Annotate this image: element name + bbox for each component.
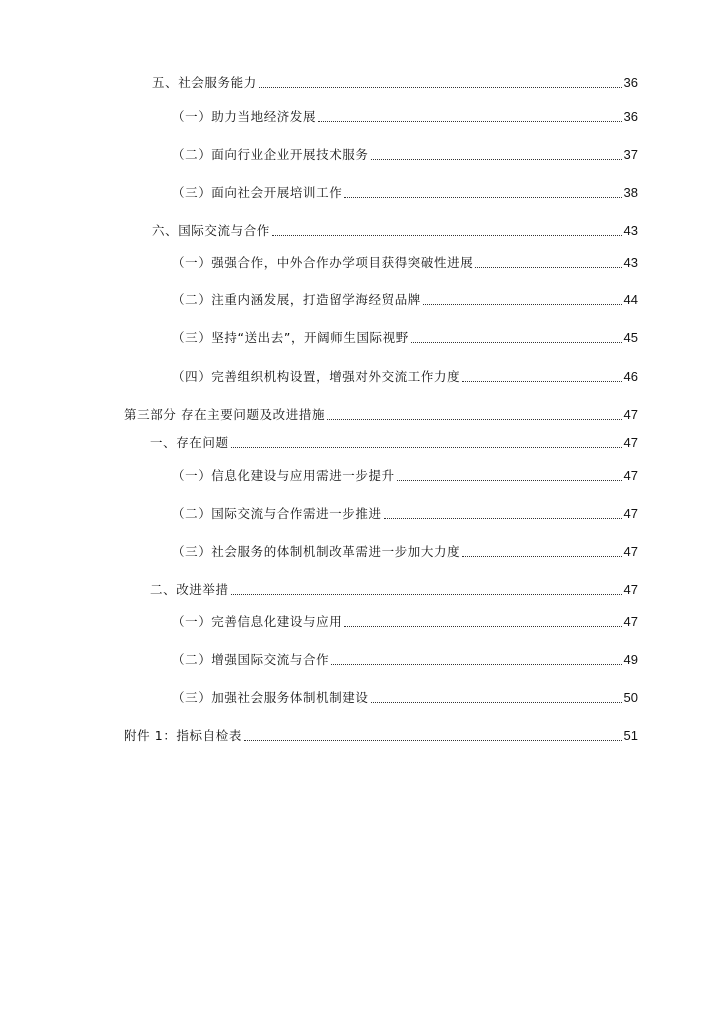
toc-entry-page: 36 bbox=[623, 75, 638, 90]
dot-leader bbox=[327, 419, 621, 420]
toc-entry-label: （二）增强国际交流与合作 bbox=[172, 652, 330, 667]
toc-entry-page: 46 bbox=[623, 369, 638, 384]
toc-entry-label: （三）坚持“送出去”，开阔师生国际视野 bbox=[172, 330, 409, 345]
toc-entry[interactable] bbox=[172, 612, 638, 632]
toc-entry-page: 47 bbox=[623, 435, 638, 450]
dot-leader bbox=[272, 235, 622, 236]
toc-entry-label: （一）强强合作，中外合作办学项目获得突破性进展 bbox=[172, 255, 474, 270]
toc-entry-page: 45 bbox=[623, 330, 638, 345]
dot-leader bbox=[411, 342, 622, 343]
toc-entry-page: 43 bbox=[623, 223, 638, 238]
dot-leader bbox=[318, 121, 621, 122]
toc-entry-label: （二）注重内涵发展，打造留学海经贸品牌 bbox=[172, 292, 421, 307]
toc-entry[interactable] bbox=[152, 221, 638, 241]
toc-entry-label: （一）信息化建设与应用需进一步提升 bbox=[172, 468, 395, 483]
toc-entry-page: 36 bbox=[623, 109, 638, 124]
toc-entry-label: （三）社会服务的体制机制改革需进一步加大力度 bbox=[172, 544, 461, 559]
toc-entry[interactable] bbox=[172, 328, 638, 348]
toc-entry-label: 六、国际交流与合作 bbox=[152, 223, 270, 238]
toc-entry-page: 43 bbox=[623, 255, 638, 270]
toc-entry-label: 二、改进举措 bbox=[150, 582, 229, 597]
dot-leader bbox=[231, 594, 622, 595]
toc-entry-page: 49 bbox=[623, 652, 638, 667]
toc-entry-page: 47 bbox=[623, 544, 638, 559]
toc-entry[interactable] bbox=[172, 107, 638, 127]
toc-entry[interactable] bbox=[172, 253, 638, 273]
toc-entry-label: （二）面向行业企业开展技术服务 bbox=[172, 147, 369, 162]
toc-entry[interactable] bbox=[172, 183, 638, 203]
toc-entry-label: （三）加强社会服务体制机制建设 bbox=[172, 690, 369, 705]
toc-entry[interactable] bbox=[124, 405, 638, 425]
toc-entry-page: 47 bbox=[623, 614, 638, 629]
dot-leader bbox=[462, 556, 621, 557]
dot-leader bbox=[371, 159, 622, 160]
toc-entry-page: 38 bbox=[623, 185, 638, 200]
toc-entry-label: 附件 1：指标自检表 bbox=[124, 728, 242, 743]
toc-entry-page: 47 bbox=[623, 506, 638, 521]
dot-leader bbox=[384, 518, 622, 519]
toc-entry[interactable] bbox=[150, 433, 638, 453]
toc-entry-label: 五、社会服务能力 bbox=[152, 75, 257, 90]
dot-leader bbox=[259, 87, 622, 88]
toc-entry-label: （一）完善信息化建设与应用 bbox=[172, 614, 343, 629]
toc-entry[interactable] bbox=[172, 145, 638, 165]
toc-entry-label: （二）国际交流与合作需进一步推进 bbox=[172, 506, 382, 521]
toc-entry[interactable] bbox=[172, 542, 638, 562]
toc-entry-label: （四）完善组织机构设置，增强对外交流工作力度 bbox=[172, 369, 461, 384]
toc-entry[interactable] bbox=[150, 580, 638, 600]
toc-entry-page: 47 bbox=[623, 468, 638, 483]
toc-entry[interactable] bbox=[124, 726, 638, 746]
toc-entry-page: 37 bbox=[623, 147, 638, 162]
dot-leader bbox=[371, 702, 622, 703]
toc-entry[interactable] bbox=[172, 688, 638, 708]
toc-entry[interactable] bbox=[172, 290, 638, 310]
toc-entry[interactable] bbox=[172, 367, 638, 387]
toc-entry-page: 47 bbox=[623, 582, 638, 597]
dot-leader bbox=[423, 304, 622, 305]
toc-entry-label: （三）面向社会开展培训工作 bbox=[172, 185, 343, 200]
dot-leader bbox=[331, 664, 621, 665]
toc-entry-label: （一）助力当地经济发展 bbox=[172, 109, 317, 124]
dot-leader bbox=[344, 197, 621, 198]
dot-leader bbox=[231, 447, 622, 448]
toc-entry[interactable] bbox=[172, 650, 638, 670]
dot-leader bbox=[344, 626, 621, 627]
toc-entry-page: 44 bbox=[623, 292, 638, 307]
dot-leader bbox=[244, 740, 622, 741]
toc-entry[interactable] bbox=[172, 504, 638, 524]
dot-leader bbox=[397, 480, 622, 481]
toc-entry-page: 51 bbox=[623, 728, 638, 743]
toc-entry-label: 一、存在问题 bbox=[150, 435, 229, 450]
dot-leader bbox=[475, 267, 621, 268]
dot-leader bbox=[462, 381, 621, 382]
toc-entry-label: 第三部分 存在主要问题及改进措施 bbox=[124, 407, 326, 422]
toc-entry[interactable] bbox=[172, 466, 638, 486]
toc-entry-page: 50 bbox=[623, 690, 638, 705]
toc-entry-page: 47 bbox=[623, 407, 638, 422]
toc-entry[interactable] bbox=[152, 73, 638, 93]
